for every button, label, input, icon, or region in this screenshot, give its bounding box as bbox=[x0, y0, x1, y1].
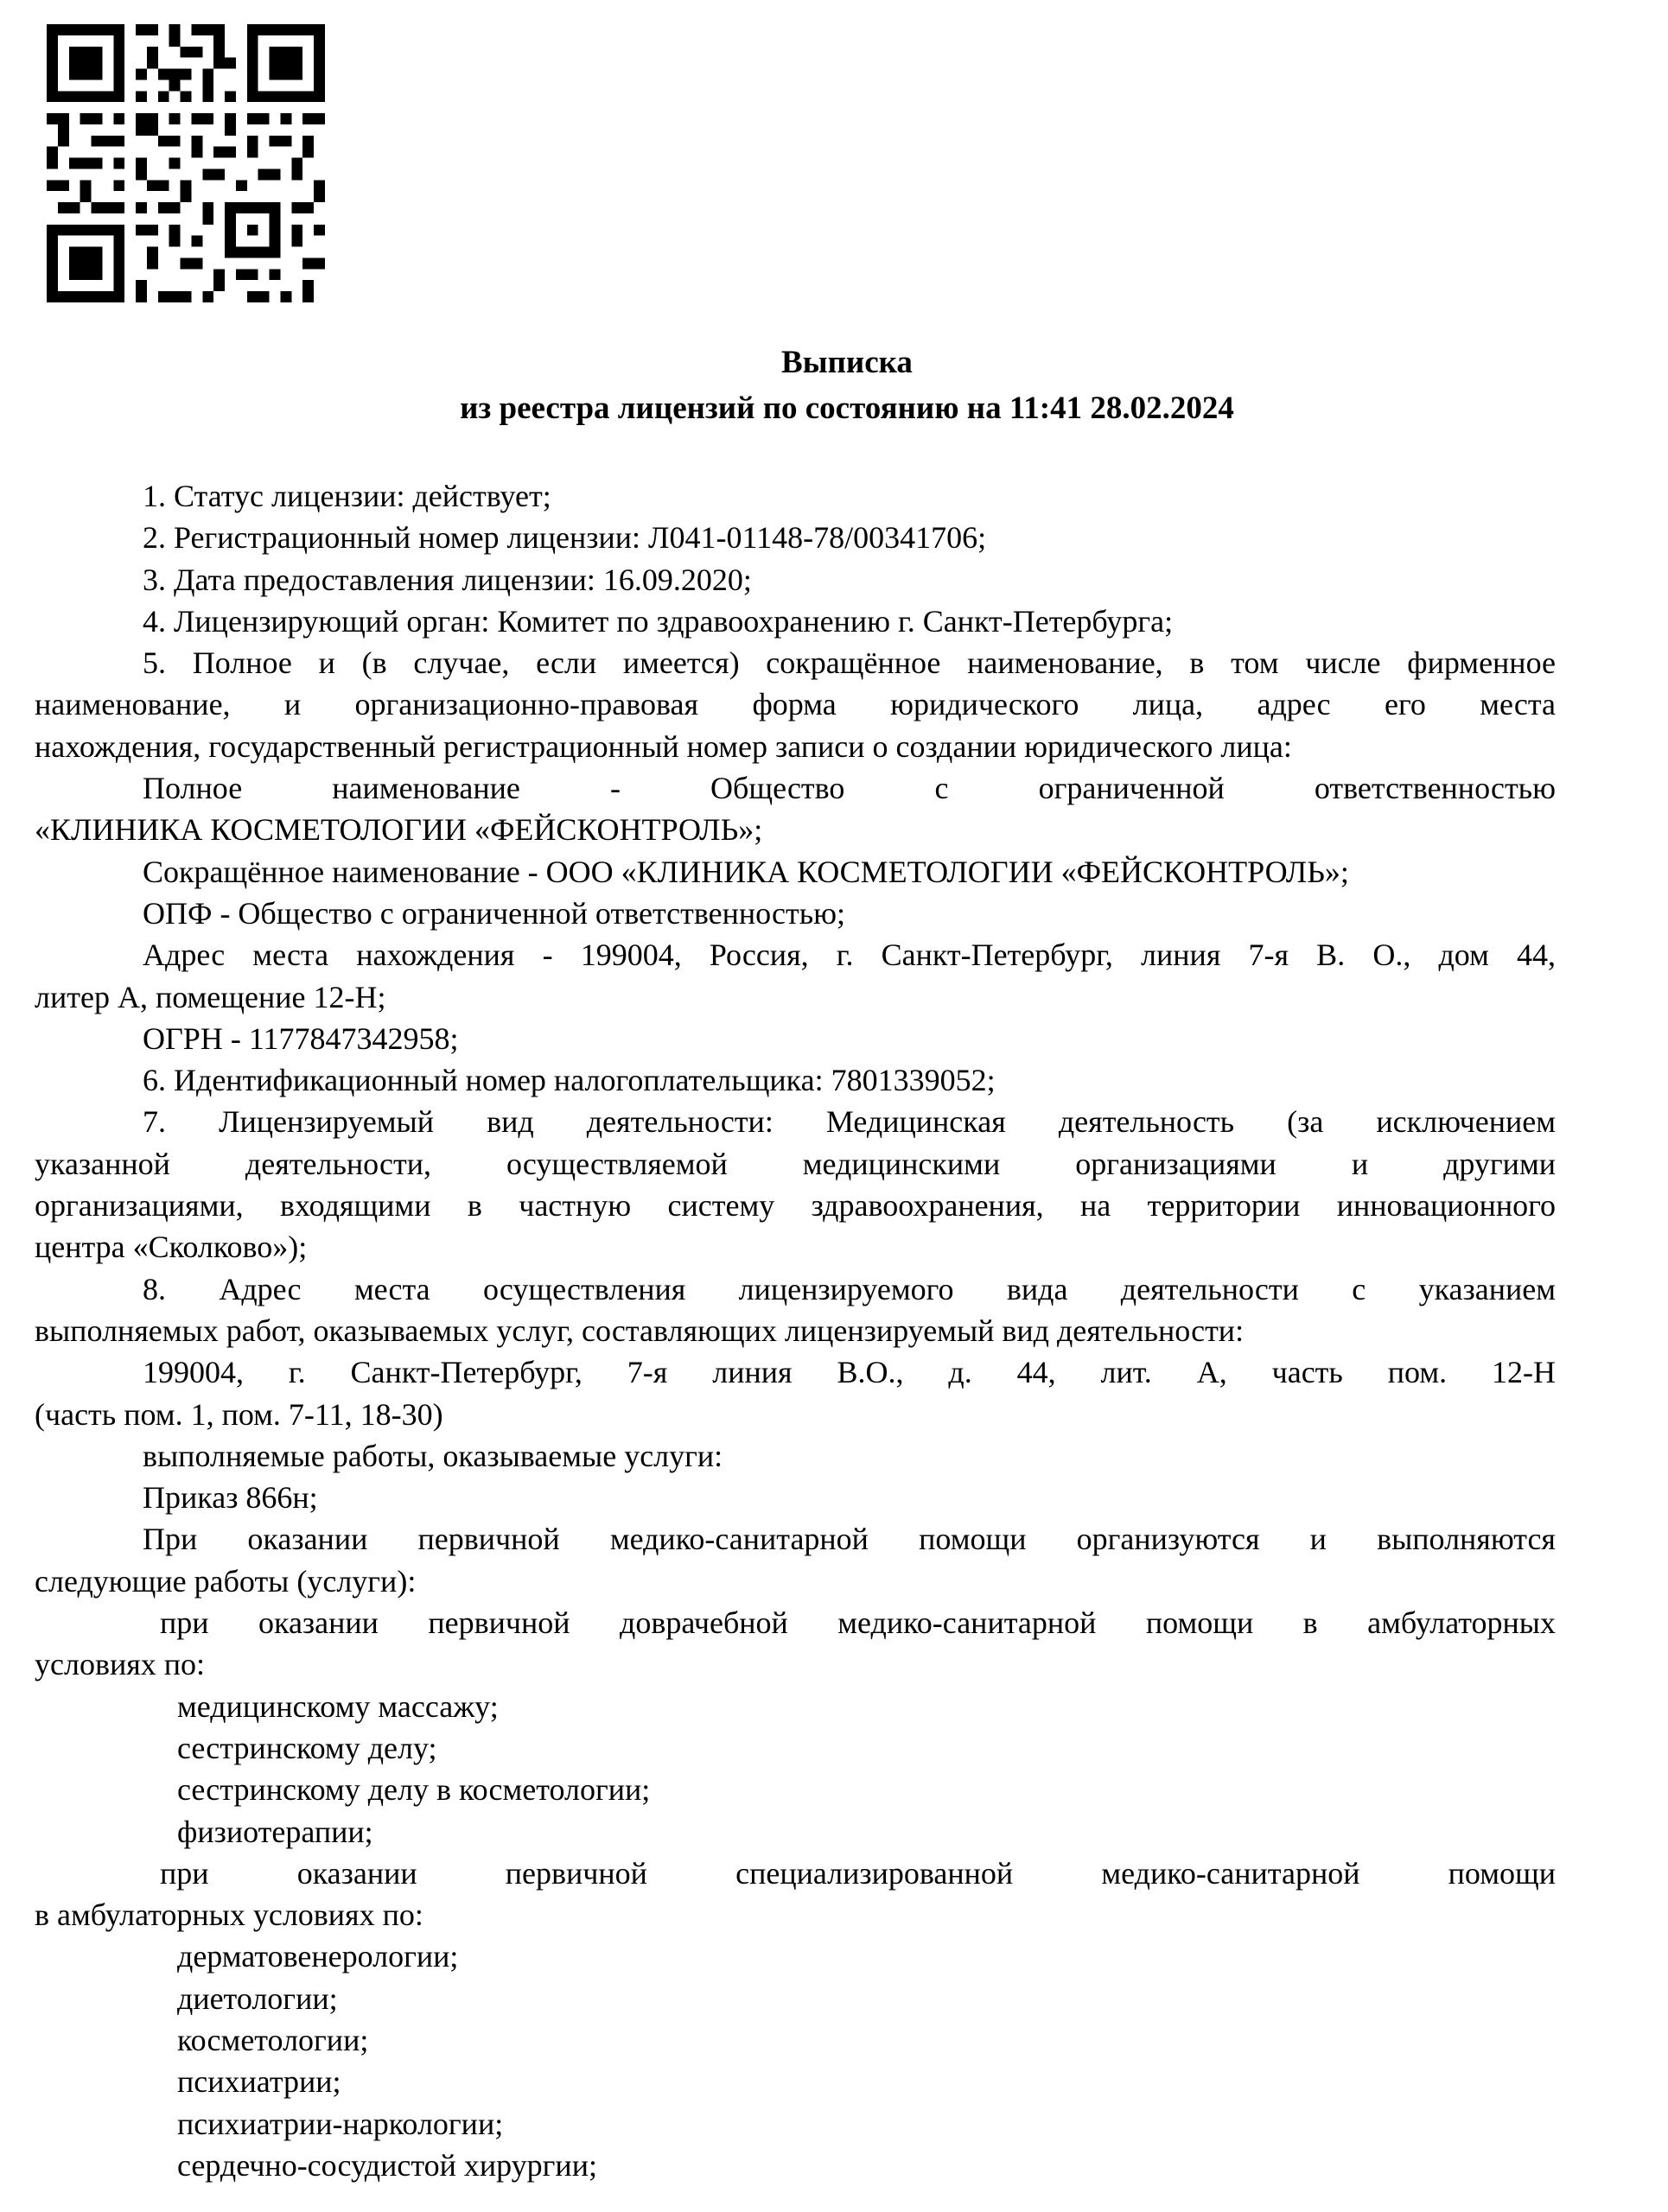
short-name: Сокращённое наименование - ООО «КЛИНИКА КОСМЕТОЛОГИИ «ФЕЙСКОНТРОЛЬ»; bbox=[143, 854, 1349, 889]
license-date: 3. Дата предоставления лицензии: 16.09.2020; bbox=[143, 562, 752, 597]
name-paragraph-line: нахождения, государственный регистрационный номер записи о создании юридического лица: bbox=[35, 728, 1292, 764]
name-paragraph-line: наименование, и организационно-правовая форма юридического лица, адрес его места bbox=[35, 687, 1556, 722]
list-item: сестринскому делу; bbox=[177, 1730, 437, 1765]
document-title: Выписка bbox=[781, 345, 913, 380]
license-authority: 4. Лицензирующий орган: Комитет по здравоохранению г. Санкт-Петербурга; bbox=[143, 603, 1174, 639]
qr-code-icon bbox=[45, 24, 327, 302]
place-line: выполняемых работ, оказываемых услуг, составляющих лицензируемый вид деятельности: bbox=[35, 1313, 1245, 1348]
place-address-line: (часть пом. 1, пом. 7-11, 18-30) bbox=[35, 1396, 443, 1432]
place-line: 8. Адрес места осуществления лицензируемого вида деятельности с указанием bbox=[143, 1271, 1556, 1306]
address-line: Адрес места нахождения - 199004, Россия, г. Санкт-Петербург, линия 7-я В. О., дом 44, bbox=[143, 938, 1556, 973]
activity-line: организациями, входящими в частную систему здравоохранения, на территории инновационного bbox=[35, 1188, 1556, 1224]
primary-care-line: следующие работы (услуги): bbox=[35, 1563, 417, 1599]
license-status: 1. Статус лицензии: действует; bbox=[143, 479, 551, 513]
list-item: сестринскому делу в косметологии; bbox=[177, 1772, 651, 1808]
inn: 6. Идентификационный номер налогоплательщика: 7801339052; bbox=[143, 1063, 996, 1098]
list-item: сердечно-сосудистой хирургии; bbox=[177, 2147, 597, 2183]
order-reference: Приказ 866н; bbox=[143, 1480, 318, 1516]
list-item: медицинскому массажу; bbox=[177, 1688, 499, 1724]
name-paragraph-line: 5. Полное и (в случае, если имеется) сокращённое наименование, в том числе фирменное bbox=[143, 645, 1556, 681]
full-name-line: Полное наименование - Общество с ограниченной ответственностью bbox=[143, 771, 1556, 806]
prevrach-care-line: условиях по: bbox=[35, 1647, 206, 1682]
activity-line: центра «Сколково»); bbox=[35, 1230, 308, 1265]
primary-care-line: При оказании первичной медико-санитарной помощи организуются и выполняются bbox=[143, 1522, 1556, 1557]
list-item: психиатрии; bbox=[177, 2064, 341, 2100]
full-name-line: «КЛИНИКА КОСМЕТОЛОГИИ «ФЕЙСКОНТРОЛЬ»; bbox=[35, 812, 763, 848]
list-item: косметологии; bbox=[177, 2022, 369, 2057]
ogrn: ОГРН - 1177847342958; bbox=[143, 1020, 459, 1056]
activity-line: 7. Лицензируемый вид деятельности: Медицинская деятельность (за исключением bbox=[143, 1104, 1556, 1140]
list-item: дерматовенерологии; bbox=[177, 1939, 459, 1974]
activity-line: указанной деятельности, осуществляемой медицинскими организациями и другими bbox=[35, 1146, 1556, 1181]
document-subtitle: из реестра лицензий по состоянию на 11:41 28.02.2024 bbox=[460, 391, 1234, 426]
license-reg-number: 2. Регистрационный номер лицензии: Л041-01148-78/00341706; bbox=[143, 520, 987, 556]
special-care-line: при оказании первичной специализированной медико-санитарной помощи bbox=[160, 1855, 1556, 1891]
prevrach-care-line: при оказании первичной доврачебной медико-санитарной помощи в амбулаторных bbox=[160, 1605, 1556, 1641]
opf: ОПФ - Общество с ограниченной ответственностью; bbox=[143, 895, 846, 931]
place-address-line: 199004, г. Санкт-Петербург, 7-я линия В.О., д. 44, лит. А, часть пом. 12-Н bbox=[143, 1355, 1556, 1390]
works-label: выполняемые работы, оказываемые услуги: bbox=[143, 1438, 723, 1473]
list-item: психиатрии-наркологии; bbox=[177, 2106, 504, 2141]
list-item: диетологии; bbox=[177, 1980, 338, 2016]
document-body bbox=[35, 475, 1556, 2186]
address-line: литер А, помещение 12-Н; bbox=[35, 979, 386, 1014]
list-item: физиотерапии; bbox=[177, 1814, 373, 1849]
special-care-line: в амбулаторных условиях по: bbox=[35, 1897, 423, 1933]
